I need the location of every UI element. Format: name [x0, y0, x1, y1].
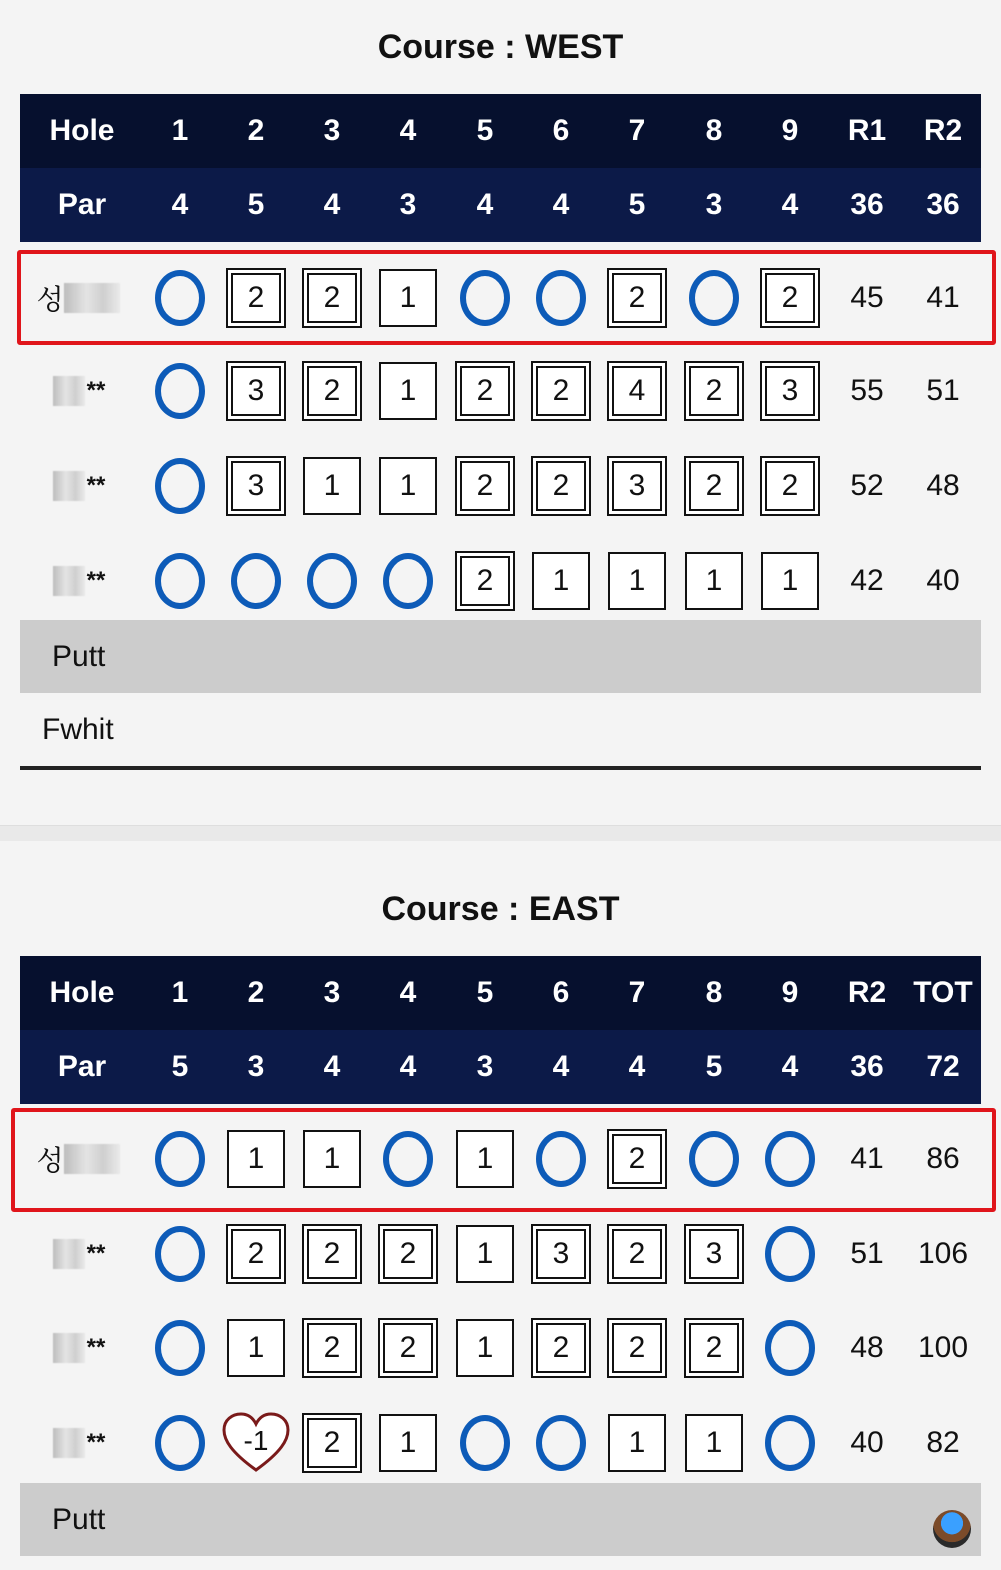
round-total-1: 48 — [850, 1331, 884, 1364]
hole-header-row — [20, 956, 981, 1030]
score-value: 2 — [765, 273, 815, 323]
score-value: 2 — [307, 1418, 357, 1468]
score-value: 2 — [460, 366, 510, 416]
hole-cell-4: 4 — [399, 114, 417, 147]
hole-9-score — [752, 1208, 828, 1300]
name-stars: ** — [86, 567, 106, 594]
score-value: 2 — [689, 366, 739, 416]
hole-cell-9: 9 — [781, 114, 799, 147]
double-box-icon — [607, 456, 667, 516]
card-bottom-rule — [20, 766, 981, 770]
score-value: 2 — [612, 1323, 662, 1373]
hole-cell-8: 8 — [705, 114, 723, 147]
par-cell-7: 4 — [628, 1050, 646, 1083]
double-box-icon — [684, 1318, 744, 1378]
score-value: 3 — [689, 1229, 739, 1279]
par-cell-4: 4 — [399, 1050, 417, 1083]
bogey-box-icon: 1 — [227, 1319, 285, 1377]
round-total-2: 41 — [926, 281, 960, 314]
bogey-box-icon: 1 — [227, 1130, 285, 1188]
par-circle-icon — [765, 1320, 815, 1376]
name-stars: ** — [86, 1334, 106, 1361]
bogey-box-icon: 1 — [303, 457, 361, 515]
bogey-box-icon: 1 — [685, 552, 743, 610]
hole-3-score — [294, 440, 370, 532]
hole-cell-7: 7 — [628, 976, 646, 1009]
double-box-icon — [531, 1318, 591, 1378]
round-total-2: 100 — [917, 1331, 969, 1364]
score-value: 2 — [307, 1229, 357, 1279]
double-box-icon — [302, 361, 362, 421]
bogey-box-icon: 1 — [761, 552, 819, 610]
double-box-icon — [607, 1318, 667, 1378]
birdie-heart-icon — [221, 1412, 291, 1474]
hole-cell-4: 4 — [399, 976, 417, 1009]
hole-5-score — [447, 1302, 523, 1394]
par-label: Par — [57, 188, 107, 221]
watermark-avatar-icon — [933, 1510, 971, 1548]
hole-7-score — [599, 535, 675, 627]
round-total-2: 82 — [926, 1426, 960, 1459]
name-stars: ** — [86, 1240, 106, 1267]
hole-cell-10: R2 — [847, 976, 887, 1009]
hole-3-score — [294, 1397, 370, 1489]
hole-2-score — [218, 1302, 294, 1394]
score-value: 2 — [460, 556, 510, 606]
hole-7-score — [599, 1302, 675, 1394]
name-redaction — [53, 1428, 85, 1458]
par-cell-9: 4 — [781, 188, 799, 221]
round-total-1: 40 — [850, 1426, 884, 1459]
score-value: 2 — [689, 461, 739, 511]
player-name — [20, 535, 138, 627]
hole-7-score — [599, 345, 675, 437]
double-box-icon — [531, 456, 591, 516]
hole-5-score — [447, 440, 523, 532]
bogey-box-icon: 1 — [456, 1319, 514, 1377]
round-total-2: 86 — [926, 1142, 960, 1175]
double-box-icon — [455, 551, 515, 611]
hole-9-score — [752, 535, 828, 627]
score-value: 2 — [383, 1323, 433, 1373]
hole-3-score — [294, 1302, 370, 1394]
double-box-icon — [760, 361, 820, 421]
double-box-icon — [378, 1224, 438, 1284]
hole-4-score — [370, 345, 446, 437]
hole-3-score — [294, 1208, 370, 1300]
par-cell-4: 3 — [399, 188, 417, 221]
par-cell-1: 4 — [171, 188, 189, 221]
double-box-icon — [302, 1318, 362, 1378]
putt-row[interactable] — [20, 1483, 981, 1556]
par-circle-icon — [155, 1415, 205, 1471]
player-row[interactable] — [20, 535, 981, 627]
par-circle-icon — [155, 553, 205, 609]
score-value: 2 — [612, 273, 662, 323]
par-label: Par — [57, 1050, 107, 1083]
double-box-icon — [607, 361, 667, 421]
par-cell-7: 5 — [628, 188, 646, 221]
round-total-1: 45 — [850, 281, 884, 314]
hole-9-score — [752, 1397, 828, 1489]
hole-label: Hole — [49, 976, 115, 1009]
player-row[interactable] — [20, 345, 981, 437]
hole-5-score — [447, 1208, 523, 1300]
player-name — [20, 1397, 138, 1489]
hole-cell-1: 1 — [171, 976, 189, 1009]
par-cell-5: 4 — [476, 188, 494, 221]
double-box-icon — [760, 456, 820, 516]
par-circle-icon — [155, 363, 205, 419]
name-redaction — [53, 376, 85, 406]
bogey-box-icon: 1 — [303, 1130, 361, 1188]
hole-7-score — [599, 440, 675, 532]
hole-7-score — [599, 1208, 675, 1300]
bogey-box-icon: 1 — [608, 552, 666, 610]
putt-label: Putt — [52, 639, 106, 673]
hole-9-score — [752, 1302, 828, 1394]
par-cell-3: 4 — [323, 188, 341, 221]
score-value: 2 — [307, 366, 357, 416]
player-name-text: 성 — [36, 1145, 64, 1176]
hole-1-score — [142, 440, 218, 532]
player-name — [20, 1302, 138, 1394]
hole-4-score — [370, 440, 446, 532]
hole-3-score — [294, 345, 370, 437]
course-title: Course : WEST — [377, 28, 624, 66]
double-box-icon — [531, 361, 591, 421]
putt-row[interactable] — [20, 620, 981, 693]
double-box-icon — [455, 361, 515, 421]
hole-5-score — [447, 535, 523, 627]
round-total-1: 42 — [850, 564, 884, 597]
round-total-2: 106 — [917, 1237, 969, 1270]
double-box-icon — [226, 456, 286, 516]
hole-1-score — [142, 1397, 218, 1489]
hole-cell-6: 6 — [552, 976, 570, 1009]
score-value: 2 — [307, 273, 357, 323]
hole-5-score — [447, 345, 523, 437]
player-name-text: 성 — [36, 284, 64, 315]
hole-2-score — [218, 345, 294, 437]
hole-2-score — [218, 535, 294, 627]
hole-cell-9: 9 — [781, 976, 799, 1009]
hole-2-score — [218, 1208, 294, 1300]
round-total-2: 48 — [926, 469, 960, 502]
double-box-icon — [226, 361, 286, 421]
score-value: 2 — [536, 366, 586, 416]
hole-cell-8: 8 — [705, 976, 723, 1009]
double-box-icon — [531, 1224, 591, 1284]
hole-cell-3: 3 — [323, 114, 341, 147]
par-circle-icon — [460, 1415, 510, 1471]
bogey-box-icon: 1 — [456, 1130, 514, 1188]
score-value: 2 — [307, 1323, 357, 1373]
round-total-1: 41 — [850, 1142, 884, 1175]
score-value: 3 — [765, 366, 815, 416]
hole-9-score — [752, 345, 828, 437]
fwhit-label: Fwhit — [42, 712, 114, 746]
par-cell-5: 3 — [476, 1050, 494, 1083]
player-row[interactable] — [20, 1302, 981, 1394]
par-cell-6: 4 — [552, 188, 570, 221]
bogey-box-icon: 1 — [456, 1225, 514, 1283]
hole-7-score — [599, 1397, 675, 1489]
double-box-icon — [302, 1224, 362, 1284]
par-cell-11: 36 — [926, 188, 960, 221]
putt-label: Putt — [52, 1502, 106, 1536]
score-value: -1 — [243, 1425, 269, 1456]
par-circle-icon — [155, 1226, 205, 1282]
par-circle-icon — [155, 458, 205, 514]
hole-8-score — [676, 345, 752, 437]
hole-8-score — [676, 535, 752, 627]
par-circle-icon — [383, 553, 433, 609]
score-value: 3 — [536, 1229, 586, 1279]
hole-cell-6: 6 — [552, 114, 570, 147]
hole-cell-2: 2 — [247, 114, 265, 147]
par-cell-8: 5 — [705, 1050, 723, 1083]
player-name — [20, 1208, 138, 1300]
par-cell-10: 36 — [850, 1050, 884, 1083]
par-cell-3: 4 — [323, 1050, 341, 1083]
bogey-box-icon: 1 — [379, 269, 437, 327]
hole-6-score — [523, 1302, 599, 1394]
hole-3-score — [294, 535, 370, 627]
par-circle-icon — [307, 553, 357, 609]
score-value: 2 — [231, 273, 281, 323]
score-value: 2 — [231, 1229, 281, 1279]
hole-8-score — [676, 440, 752, 532]
hole-4-score — [370, 1208, 446, 1300]
par-circle-icon — [231, 553, 281, 609]
double-box-icon — [607, 1224, 667, 1284]
hole-header-row — [20, 94, 981, 168]
section-divider — [0, 825, 1001, 841]
round-total-2: 51 — [926, 374, 960, 407]
score-value: 2 — [689, 1323, 739, 1373]
score-value: 2 — [765, 461, 815, 511]
name-stars: ** — [86, 377, 106, 404]
par-circle-icon — [765, 1226, 815, 1282]
player-row[interactable] — [20, 1397, 981, 1489]
hole-cell-10: R1 — [847, 114, 887, 147]
hole-9-score — [752, 440, 828, 532]
hole-8-score — [676, 1302, 752, 1394]
score-value: 2 — [612, 1229, 662, 1279]
hole-5-score — [447, 1397, 523, 1489]
name-redaction — [53, 566, 85, 596]
double-box-icon — [684, 1224, 744, 1284]
score-value: 2 — [460, 461, 510, 511]
hole-1-score — [142, 1302, 218, 1394]
par-circle-icon — [536, 1415, 586, 1471]
hole-2-score — [218, 1397, 294, 1489]
hole-6-score — [523, 535, 599, 627]
par-cell-9: 4 — [781, 1050, 799, 1083]
score-value: 2 — [536, 1323, 586, 1373]
hole-4-score — [370, 1397, 446, 1489]
course-title: Course : EAST — [381, 890, 620, 928]
highlight-box — [11, 1108, 996, 1212]
hole-8-score — [676, 1397, 752, 1489]
hole-1-score — [142, 1208, 218, 1300]
bogey-box-icon: 1 — [379, 362, 437, 420]
hole-cell-5: 5 — [476, 114, 494, 147]
highlight-box — [17, 250, 996, 345]
double-box-icon — [226, 1224, 286, 1284]
bogey-box-icon: 1 — [685, 1414, 743, 1472]
hole-label: Hole — [49, 114, 115, 147]
round-total-1: 55 — [850, 374, 884, 407]
par-circle-icon — [155, 1320, 205, 1376]
par-cell-11: 72 — [926, 1050, 960, 1083]
name-redaction — [53, 1333, 85, 1363]
hole-2-score — [218, 440, 294, 532]
player-row[interactable] — [20, 440, 981, 532]
bogey-box-icon: 1 — [379, 457, 437, 515]
bogey-box-icon: 1 — [532, 552, 590, 610]
double-box-icon — [684, 456, 744, 516]
score-value: 3 — [231, 461, 281, 511]
score-value: 2 — [612, 1134, 662, 1184]
name-stars: ** — [86, 472, 106, 499]
name-stars: ** — [86, 1429, 106, 1456]
hole-6-score — [523, 1397, 599, 1489]
score-value: 2 — [383, 1229, 433, 1279]
par-cell-1: 5 — [171, 1050, 189, 1083]
hole-cell-7: 7 — [628, 114, 646, 147]
par-header-row — [20, 168, 981, 242]
hole-1-score — [142, 535, 218, 627]
hole-6-score — [523, 345, 599, 437]
watermark — [933, 1510, 971, 1548]
hole-cell-3: 3 — [323, 976, 341, 1009]
round-total-2: 40 — [926, 564, 960, 597]
player-name — [20, 440, 138, 532]
par-cell-2: 3 — [247, 1050, 265, 1083]
double-box-icon — [302, 1413, 362, 1473]
hole-cell-11: R2 — [923, 114, 963, 147]
hole-cell-2: 2 — [247, 976, 265, 1009]
double-box-icon — [378, 1318, 438, 1378]
hole-8-score — [676, 1208, 752, 1300]
hole-6-score — [523, 1208, 599, 1300]
hole-1-score — [142, 345, 218, 437]
bogey-box-icon: 1 — [379, 1414, 437, 1472]
score-value: 3 — [231, 366, 281, 416]
par-header-row — [20, 1030, 981, 1104]
par-cell-6: 4 — [552, 1050, 570, 1083]
score-value: 3 — [612, 461, 662, 511]
bogey-box-icon: 1 — [608, 1414, 666, 1472]
score-value: 2 — [536, 461, 586, 511]
par-cell-2: 5 — [247, 188, 265, 221]
hole-cell-5: 5 — [476, 976, 494, 1009]
player-name — [20, 345, 138, 437]
hole-cell-11: TOT — [913, 976, 973, 1009]
hole-4-score — [370, 535, 446, 627]
par-cell-10: 36 — [850, 188, 884, 221]
hole-4-score — [370, 1302, 446, 1394]
hole-6-score — [523, 440, 599, 532]
double-box-icon — [455, 456, 515, 516]
double-box-icon — [684, 361, 744, 421]
score-value: 4 — [612, 366, 662, 416]
hole-cell-1: 1 — [171, 114, 189, 147]
par-cell-8: 3 — [705, 188, 723, 221]
fwhit-row[interactable] — [20, 693, 981, 766]
round-total-1: 52 — [850, 469, 884, 502]
player-row[interactable] — [20, 1208, 981, 1300]
par-circle-icon — [765, 1415, 815, 1471]
name-redaction — [53, 471, 85, 501]
name-redaction — [53, 1239, 85, 1269]
round-total-1: 51 — [850, 1237, 884, 1270]
